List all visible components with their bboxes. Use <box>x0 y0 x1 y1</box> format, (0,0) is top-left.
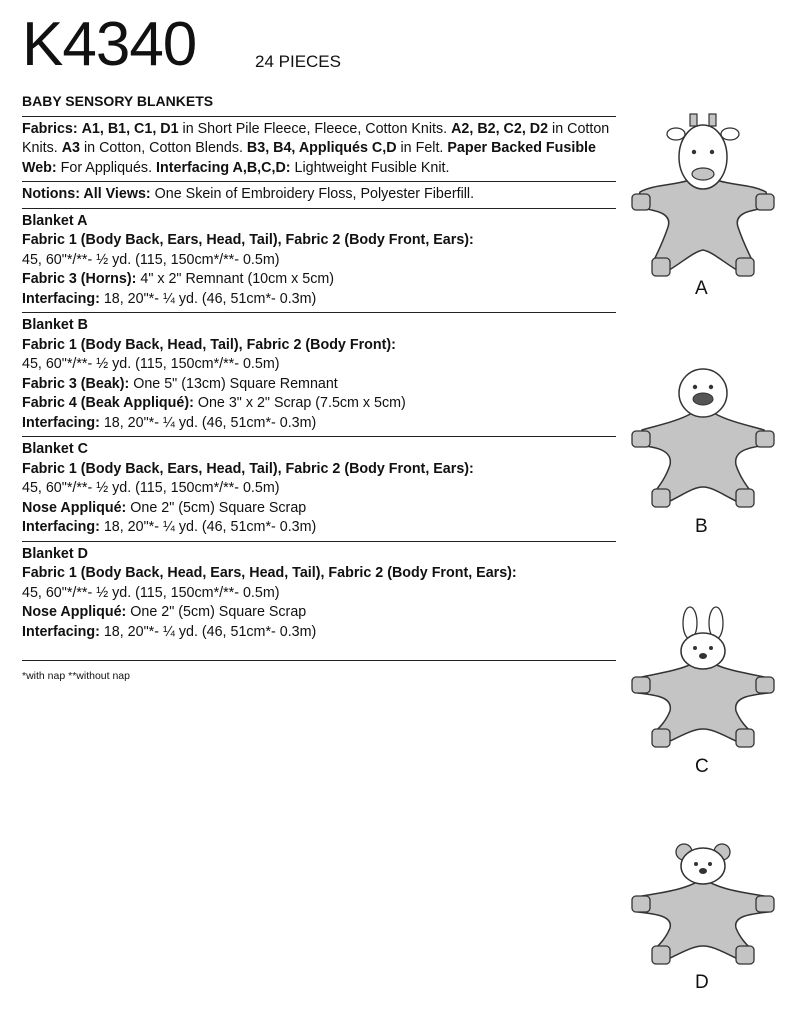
yardage-line: 45, 60"*/**- ½ yd. (115, 150cm*/**- 0.5m) <box>22 584 280 601</box>
footnote: *with nap **without nap <box>22 670 130 682</box>
blanket-d-illustration <box>628 838 778 968</box>
interfacing-text: 18, 20"*- ¼ yd. (46, 51cm*- 0.3m) <box>99 623 317 640</box>
fabric-label: Fabric 3 (Beak): <box>22 375 130 392</box>
divider <box>22 541 616 542</box>
blanket-a-illustration <box>628 112 778 292</box>
divider <box>22 181 616 182</box>
fabric-line: Fabric 1 (Body Back, Ears, Head, Tail), Fabric 2 (Body Front, Ears): <box>22 232 474 248</box>
divider <box>22 312 616 313</box>
blanket-b-section <box>22 316 616 433</box>
figure-label: A <box>695 278 708 299</box>
fabric-line: Fabric 1 (Body Back, Head, Ears, Head, Tail), Fabric 2 (Body Front, Ears): <box>22 565 517 581</box>
pattern-details <box>22 92 616 687</box>
fabrics-text: in Cotton Knits. <box>22 120 610 156</box>
section-title: Blanket B <box>22 317 88 333</box>
interfacing-text: 18, 20"*- ¼ yd. (46, 51cm*- 0.3m) <box>99 290 317 307</box>
fabric-label: Fabric 4 (Beak Appliqué): <box>22 395 194 411</box>
blanket-c-illustration <box>628 605 778 753</box>
fabrics-text: Paper Backed Fusible Web: <box>22 140 596 176</box>
fabrics-label: Fabrics: <box>22 120 78 137</box>
interfacing-label: Interfacing: <box>22 519 100 535</box>
figure-label: D <box>695 972 709 993</box>
fabric-text: One 5" (13cm) Square Remnant <box>129 375 338 392</box>
applique-label: Nose Appliqué: <box>22 604 127 620</box>
divider <box>22 436 616 437</box>
yardage-line: 45, 60"*/**- ½ yd. (115, 150cm*/**- 0.5m) <box>22 480 280 496</box>
divider <box>22 660 616 661</box>
pattern-code: K4340 <box>22 10 197 79</box>
yardage-line: 45, 60"*/**- ½ yd. (115, 150cm*/**- 0.5m) <box>22 356 280 372</box>
applique-text: One 2" (5cm) Square Scrap <box>126 604 307 620</box>
fabric-line: Fabric 1 (Body Back, Head, Tail), Fabric 2 (Body Front): <box>22 336 396 353</box>
fabric-line: Fabric 1 (Body Back, Ears, Head, Tail), Fabric 2 (Body Front, Ears): <box>22 460 474 477</box>
interfacing-text: 18, 20"*- ¼ yd. (46, 51cm*- 0.3m) <box>99 414 317 431</box>
section-title: Blanket C <box>22 441 88 457</box>
fabrics-text: For Appliqués. <box>56 159 157 176</box>
fabrics-text: in Felt. <box>396 140 448 156</box>
fabrics-text: A3 <box>61 140 81 156</box>
fabrics-paragraph <box>22 120 616 179</box>
interfacing-text: 18, 20"*- ¼ yd. (46, 51cm*- 0.3m) <box>99 519 317 535</box>
blanket-b-illustration <box>628 365 778 515</box>
fabric-text: One 3" x 2" Scrap (7.5cm x 5cm) <box>193 395 406 411</box>
divider <box>22 208 616 209</box>
interfacing-label: Interfacing: <box>22 290 100 307</box>
fabrics-text: A1, B1, C1, D1 <box>81 120 179 137</box>
section-title: Blanket A <box>22 212 88 229</box>
applique-label: Nose Appliqué: <box>22 499 127 516</box>
figure-label: B <box>695 516 708 537</box>
piece-count: 24 PIECES <box>255 52 341 71</box>
interfacing-label: Interfacing: <box>22 623 100 640</box>
applique-text: One 2" (5cm) Square Scrap <box>126 499 307 516</box>
blanket-c-section <box>22 440 616 538</box>
pattern-title: BABY SENSORY BLANKETS <box>22 93 214 109</box>
fabrics-text: Interfacing A,B,C,D: <box>156 159 291 176</box>
blanket-a-section <box>22 212 616 310</box>
fabrics-text: B3, B4, Appliqués C,D <box>246 140 397 156</box>
blanket-d-section <box>22 545 616 643</box>
notions-text: One Skein of Embroidery Floss, Polyester Fiberfill. <box>150 186 475 202</box>
fabrics-text: Lightweight Fusible Knit. <box>290 159 450 176</box>
header <box>22 10 197 79</box>
fabric-text: 4" x 2" Remnant (10cm x 5cm) <box>136 271 335 287</box>
fabrics-text: A2, B2, C2, D2 <box>451 120 549 137</box>
fabrics-text: in Short Pile Fleece, Fleece, Cotton Knits. <box>178 120 452 137</box>
section-title: Blanket D <box>22 545 88 562</box>
fabrics-text: in Cotton, Cotton Blends. <box>80 140 247 156</box>
divider <box>22 116 616 117</box>
notions-label: Notions: All Views: <box>22 186 151 202</box>
fabric-label: Fabric 3 (Horns): <box>22 271 137 287</box>
figure-label: C <box>695 756 709 777</box>
notions-line <box>22 185 616 205</box>
interfacing-label: Interfacing: <box>22 414 100 431</box>
yardage-line: 45, 60"*/**- ½ yd. (115, 150cm*/**- 0.5m) <box>22 251 280 268</box>
